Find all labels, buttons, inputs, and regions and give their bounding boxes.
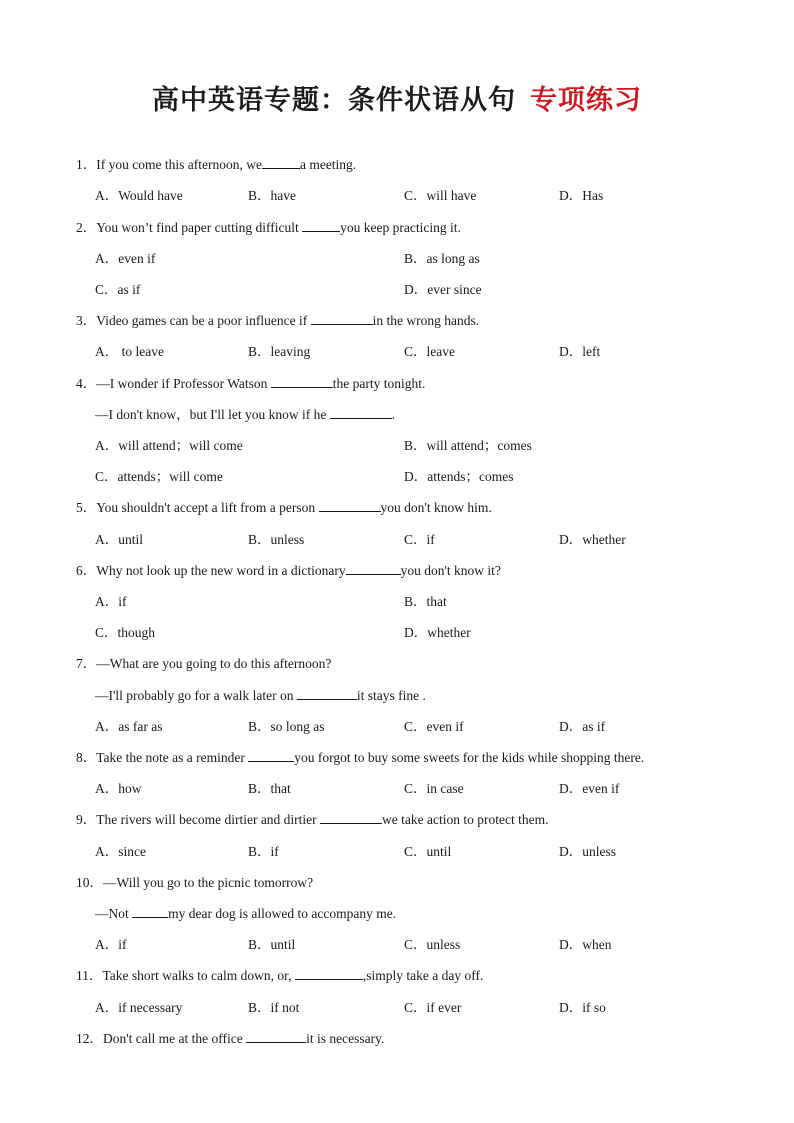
answer-blank — [330, 406, 392, 419]
option: D．ever since — [404, 282, 482, 297]
option: C．leave — [404, 344, 455, 359]
option: A．Would have — [95, 188, 183, 203]
question-10: 10．—Will you go to the picnic tomorrow? — [76, 875, 314, 890]
option: A．if necessary — [95, 1000, 183, 1015]
option: B．as long as — [404, 251, 480, 266]
option: B．that — [248, 781, 291, 796]
option: A．as far as — [95, 719, 163, 734]
option: C．if ever — [404, 1000, 462, 1015]
question-9: 9．The rivers will become dirtier and dirtier we take action to protect them. — [76, 812, 549, 827]
option: D．whether — [559, 532, 626, 547]
option: D．whether — [404, 625, 471, 640]
question-3: 3．Video games can be a poor influence if in the wrong hands. — [76, 313, 480, 328]
option: C．even if — [404, 719, 464, 734]
option: A．how — [95, 781, 142, 796]
option: B．unless — [248, 532, 305, 547]
option: D．Has — [559, 188, 604, 203]
option: A．if — [95, 937, 127, 952]
answer-blank — [311, 312, 373, 325]
option: D．attends；comes — [404, 469, 514, 484]
option: B．leaving — [248, 344, 311, 359]
option: B．will attend；comes — [404, 438, 532, 453]
title-sub: 专项练习 — [530, 85, 642, 116]
question-8: 8．Take the note as a reminder you forgot to buy some sweets for the kids while shopping there. — [76, 750, 645, 765]
answer-blank — [132, 905, 168, 918]
question-10-line-2: —Not my dear dog is allowed to accompany me. — [95, 906, 397, 921]
answer-blank — [319, 499, 381, 512]
option: D．left — [559, 344, 601, 359]
option: C．if — [404, 532, 435, 547]
option: C．until — [404, 844, 452, 859]
answer-blank — [262, 156, 300, 169]
option: C．will have — [404, 188, 477, 203]
question-6: 6．Why not look up the new word in a dictionary you don't know it? — [76, 563, 501, 578]
question-12: 12．Don't call me at the office it is necessary. — [76, 1031, 385, 1046]
option: C．as if — [95, 282, 141, 297]
option: B．until — [248, 937, 296, 952]
question-4: 4．—I wonder if Professor Watson the party tonight. — [76, 376, 426, 391]
answer-blank — [295, 967, 363, 980]
option: C．unless — [404, 937, 461, 952]
option: A．until — [95, 532, 144, 547]
option: A．will attend；will come — [95, 438, 243, 453]
answer-blank — [320, 811, 382, 824]
question-4-line-2: —I don't know，but I'll let you know if he . — [95, 407, 396, 422]
question-5: 5．You shouldn't accept a lift from a person you don't know him. — [76, 500, 492, 515]
answer-blank — [246, 1030, 306, 1043]
option: B．so long as — [248, 719, 325, 734]
option: D．if so — [559, 1000, 606, 1015]
option: D．when — [559, 937, 612, 952]
option: B．if — [248, 844, 279, 859]
title-main: 高中英语专题：条件状语从句 — [152, 85, 516, 116]
option: B．have — [248, 188, 296, 203]
page-title — [0, 78, 794, 117]
option: D．as if — [559, 719, 606, 734]
answer-blank — [271, 375, 333, 388]
answer-blank — [346, 562, 401, 575]
question-1: 1．If you come this afternoon, we a meeting. — [76, 157, 357, 172]
question-7-line-2: —I'll probably go for a walk later on it stays fine . — [95, 688, 426, 703]
answer-blank — [248, 749, 294, 762]
option: D．even if — [559, 781, 620, 796]
option: A．even if — [95, 251, 156, 266]
option: A． to leave — [95, 344, 164, 359]
option: B．that — [404, 594, 447, 609]
option: B．if not — [248, 1000, 300, 1015]
option: C．in case — [404, 781, 464, 796]
option: C．attends；will come — [95, 469, 223, 484]
question-7: 7．—What are you going to do this afternoon? — [76, 656, 332, 671]
option: A．since — [95, 844, 146, 859]
option: A．if — [95, 594, 127, 609]
answer-blank — [297, 687, 357, 700]
question-2: 2．You won’t find paper cutting difficult you keep practicing it. — [76, 220, 461, 235]
question-11: 11．Take short walks to calm down, or, ,simply take a day off. — [76, 968, 484, 983]
option: D．unless — [559, 844, 616, 859]
answer-blank — [302, 219, 340, 232]
option: C．though — [95, 625, 156, 640]
